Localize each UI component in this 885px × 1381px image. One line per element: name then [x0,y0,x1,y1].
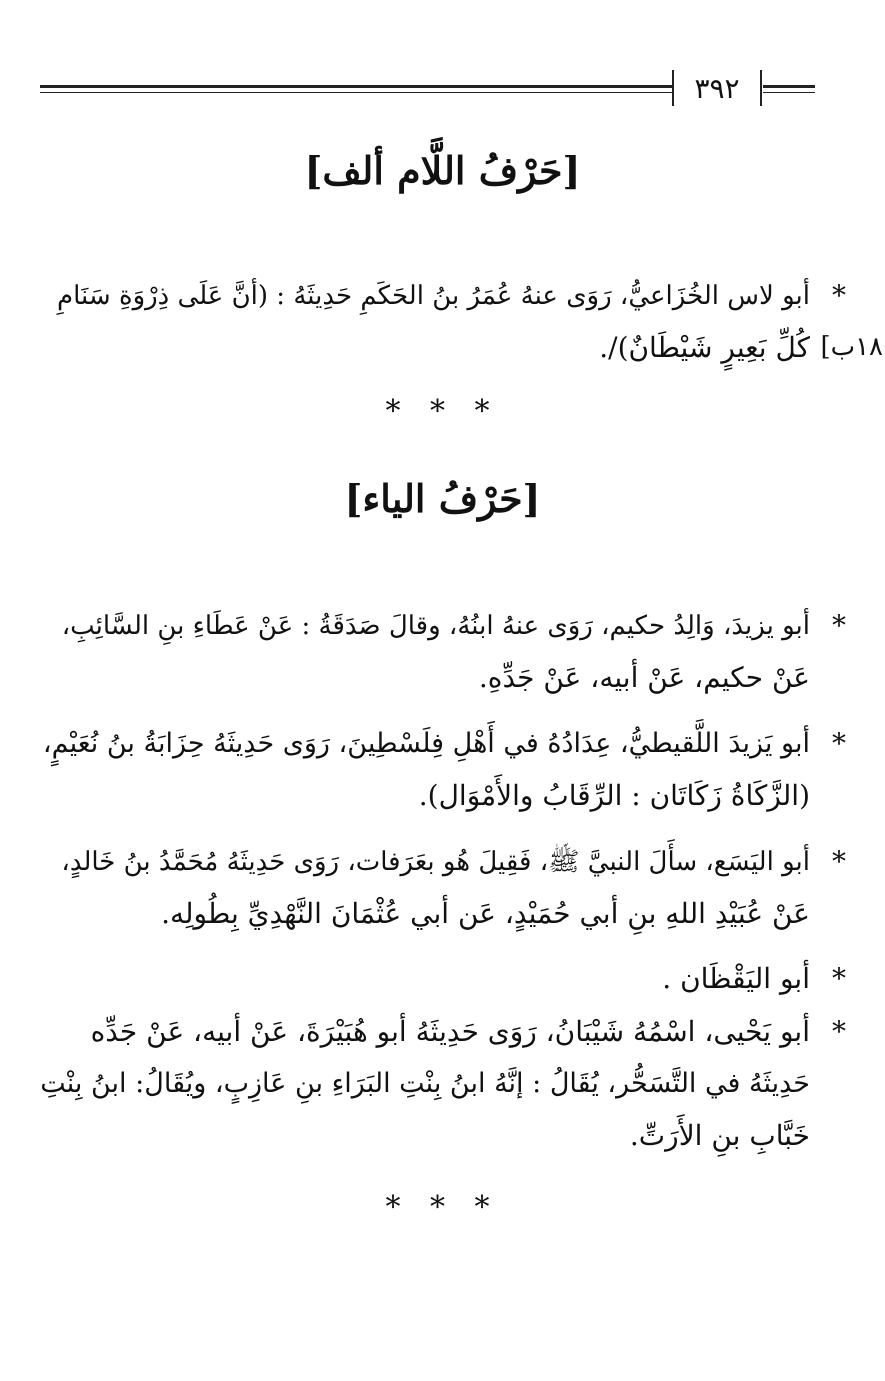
entry-line: حَدِيثَهُ في التَّسَحُّر، يُقَالُ : إنَّهُ ابنُ بِنْتِ البَرَاءِ بنِ عَازِبٍ، ويُقَالُ: ابنُ بِنْتِ [40,1068,810,1099]
entry-line: عَنْ حكيم، عَنْ أبيه، عَنْ جَدِّهِ. [478,661,810,694]
entry-abu-yahya [40,1006,846,1162]
entry-abu-al-yasa [40,836,846,940]
entry-line: (الزَّكَاةُ زَكَاتَان : الرِّقَابُ والأَمْوَال). [418,779,810,812]
entry-line: عَنْ عُبَيْدِ اللهِ بنِ أبي حُمَيْدٍ، عَن أبي عُثْمَانَ النَّهْدِيِّ بِطُولِه. [161,897,810,930]
entry-line: أبو اليَسَع، سأَلَ النبيَّ ﷺ، فَقِيلَ هُو بعَرَفات، رَوَى حَدِيثَهُ مُحَمَّدُ بنُ خَالدٍ، [61,847,810,877]
entry-marker: * [832,1015,846,1048]
entry-line: أبو اليَقْظَان . [662,962,810,995]
entry-abu-las [40,270,846,374]
section-heading-ya: [حَرْفُ الياء] [344,476,541,521]
entry-marker: * [832,609,846,642]
page-header [40,70,815,110]
separator-stars: * * * [385,394,500,429]
entry-line: أبو لاس الخُزَاعيُّ، رَوَى عنهُ عُمَرُ بنُ الحَكَمِ حَدِيثَهُ : (أنَّ عَلَى ذِرْوَةِ سَنَامِ [57,281,810,311]
header-bar-left [672,70,674,106]
entry-marker: * [832,279,846,312]
page-number: ٣٩٢ [694,72,740,105]
entry-line: كُلِّ بَعِيرٍ شَيْطَانٌ)/. [599,331,810,364]
entry-abu-yazid [40,600,846,704]
entry-line: أبو يَحْيى، اسْمُهُ شَيْبَانُ، رَوَى حَدِيثَهُ أبو هُبَيْرَةَ، عَنْ أبيه، عَنْ جَدِّه [90,1015,810,1048]
entry-line: أبو يزيدَ، وَالِدُ حكيم، رَوَى عنهُ ابنُهُ، وقالَ صَدَقَةُ : عَنْ عَطَاءِ بنِ السَّائِبِ، [61,611,810,641]
margin-folio-note: ١٨ب] [820,332,883,362]
entry-abu-al-yaqzan [40,953,846,1005]
entry-line: أبو يَزيدَ اللَّقيطيُّ، عِدَادُهُ في أَهْلِ فِلَسْطِينَ، رَوَى حَدِيثَهُ حِزَابَةُ بنُ نُعَيْمٍ، [42,728,810,759]
entry-line: خَبَّابِ بنِ الأَرَتِّ. [629,1119,810,1152]
header-rule-left [40,85,672,93]
entry-marker: * [832,845,846,878]
section-heading-lam-alif: [حَرْفُ اللَّام ألف] [304,148,581,193]
separator-stars: * * * [385,1190,500,1225]
header-rule-right [763,85,815,93]
entry-marker: * [832,727,846,760]
entry-abu-yazid-al-laqiti [40,718,846,822]
header-bar-right [760,70,762,106]
entry-marker: * [832,962,846,995]
